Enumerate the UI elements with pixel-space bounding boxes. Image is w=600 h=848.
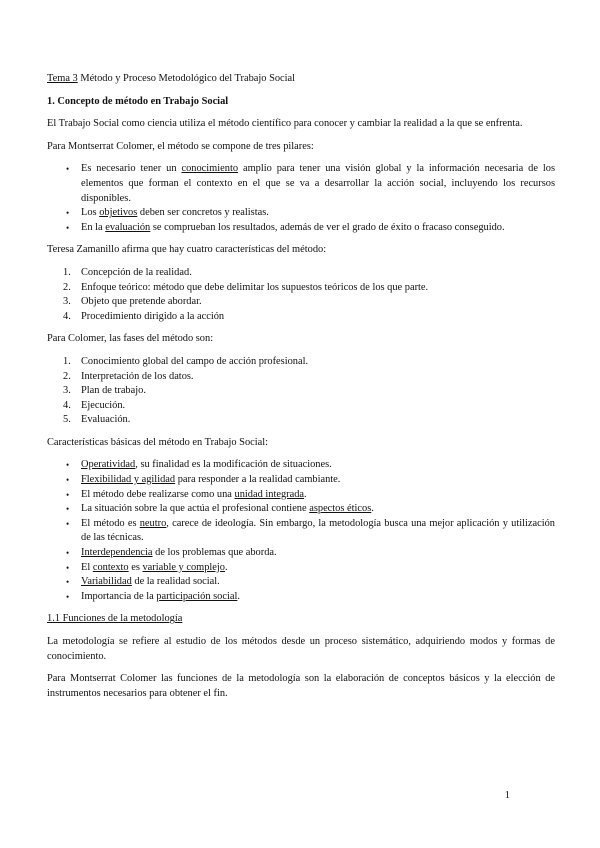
bullet-icon: • — [66, 591, 70, 602]
basic-text: El — [81, 561, 93, 573]
section-1-title: 1. Concepto de método en Trabajo Social — [47, 95, 229, 107]
basic-text: es — [128, 561, 143, 573]
basic-text: para responder a la realidad cambiante. — [175, 474, 341, 486]
phase-text: Interpretación de los datos. — [81, 370, 194, 382]
basic-text: de los problemas que aborda. — [152, 547, 277, 559]
section-1-intro: El Trabajo Social como ciencia utiliza el método científico para conocer y cambiar la realidad a la que se enfrenta. — [47, 118, 523, 130]
basic-characteristics-list — [47, 458, 555, 604]
phases-intro: Para Colomer, las fases del método son: — [47, 333, 214, 345]
characteristic-text: Procedimiento dirigido a la acción — [81, 310, 225, 322]
list-number: 5. — [63, 414, 71, 426]
characteristic-item — [47, 281, 555, 296]
basic-text: . — [225, 561, 228, 573]
bullet-icon: • — [66, 562, 70, 573]
phase-text: Evaluación. — [81, 414, 131, 426]
bullet-icon: • — [66, 548, 70, 559]
topic-label: Tema 3 — [47, 73, 78, 84]
basic-keyword: Flexibilidad y agilidad — [81, 474, 176, 486]
list-number: 3. — [63, 385, 71, 397]
pillar-item-1 — [47, 162, 555, 206]
basic-keyword: contexto — [92, 561, 129, 573]
pillar-keyword: conocimiento — [181, 163, 239, 175]
bullet-icon: • — [66, 208, 70, 219]
characteristic-text: Enfoque teórico: método que debe delimitar los supuestos teóricos de los que parte. — [81, 281, 429, 293]
pillar-item-3 — [47, 221, 555, 236]
pillar-text: deben ser concretos y realistas. — [137, 207, 269, 219]
bullet-icon: • — [66, 489, 70, 500]
basic-item — [47, 517, 555, 546]
list-number: 4. — [63, 310, 71, 322]
document-header — [47, 72, 555, 87]
basic-item — [47, 458, 555, 473]
basic-text: El método es — [81, 517, 140, 529]
basic-keyword: aspectos éticos — [309, 503, 372, 515]
bullet-icon: • — [66, 222, 70, 233]
phase-item — [47, 399, 555, 414]
phase-text: Conocimiento global del campo de acción profesional. — [81, 355, 309, 367]
list-number: 2. — [63, 370, 71, 382]
basic-text: El método debe realizarse como una — [81, 488, 235, 500]
pillars-list — [47, 162, 555, 235]
basic-keyword: Variabilidad — [81, 576, 132, 588]
basic-keyword: unidad integrada — [234, 488, 305, 500]
bullet-icon: • — [66, 475, 70, 486]
phase-item — [47, 384, 555, 399]
topic-title: Método y Proceso Metodológico del Trabajo Social — [77, 73, 296, 84]
colomer-intro: Para Montserrat Colomer, el método se compone de tres pilares: — [47, 140, 314, 152]
basic-item — [47, 575, 555, 590]
pillar-item-2 — [47, 206, 555, 221]
pillar-text: Los — [81, 207, 100, 219]
list-number: 1. — [63, 266, 71, 278]
basic-text: La situación sobre la que actúa el profesional contiene — [81, 503, 310, 515]
basic-keyword: Operatividad — [81, 459, 136, 471]
phases-list — [47, 355, 555, 428]
basic-characteristics-intro: Características básicas del método en Trabajo Social: — [47, 436, 269, 448]
pillar-keyword: objetivos — [99, 207, 138, 219]
basic-item — [47, 590, 555, 605]
list-number: 3. — [63, 296, 71, 308]
characteristics-list — [47, 266, 555, 324]
basic-text: , su finalidad es la modificación de situaciones. — [135, 459, 332, 471]
list-number: 4. — [63, 399, 71, 411]
phase-item — [47, 370, 555, 385]
pillar-text: Es necesario tener un — [81, 163, 182, 175]
basic-item — [47, 546, 555, 561]
phase-item — [47, 355, 555, 370]
bullet-icon: • — [66, 504, 70, 515]
basic-text: , carece de ideología. Sin embargo, la metodología busca una mejor aplicación y utilización de las técnicas. — [81, 517, 555, 544]
section-1-1-title: 1.1 Funciones de la metodología — [47, 613, 183, 625]
phase-text: Ejecución. — [81, 399, 126, 411]
pillar-text: se comprueban los resultados, además de ver el grado de éxito o fracaso conseguido. — [150, 221, 505, 233]
basic-text: . — [304, 488, 307, 500]
basic-text: Importancia de la — [81, 590, 157, 602]
pillar-keyword: evaluación — [105, 221, 151, 233]
basic-item — [47, 561, 555, 576]
characteristic-item — [47, 266, 555, 281]
basic-text: . — [237, 590, 240, 602]
bullet-icon: • — [66, 577, 70, 588]
characteristic-item — [47, 310, 555, 325]
phase-item — [47, 413, 555, 428]
section-1-1-paragraph-2: Para Montserrat Colomer las funciones de la metodología son la elaboración de conceptos básicos y la elección de instrumentos necesarios para obtener el fin. — [47, 673, 555, 699]
list-number: 1. — [63, 355, 71, 367]
page-number: 1 — [504, 790, 510, 801]
basic-text: de la realidad social. — [131, 576, 220, 588]
section-1-1-paragraph-1: La metodología se refiere al estudio de los métodos desde un proceso sistemático, adquiriendo modos y formas de conocimiento. — [47, 636, 555, 662]
pillar-text: En la — [81, 221, 106, 233]
basic-text: . — [371, 503, 374, 515]
bullet-icon: • — [66, 164, 70, 175]
bullet-icon: • — [66, 518, 70, 529]
basic-keyword: participación social — [156, 590, 238, 602]
bullet-icon: • — [66, 460, 70, 471]
characteristic-text: Objeto que pretende abordar. — [81, 296, 202, 308]
pillar-text: amplio para tener una visión global y la información necesaria de los elementos que forman el contexto en el que se va a desarrollar la acción social, incluyendo los recursos disponibles. — [81, 163, 556, 204]
list-number: 2. — [63, 281, 71, 293]
characteristic-item — [47, 295, 555, 310]
basic-item — [47, 502, 555, 517]
page-content — [47, 72, 555, 709]
characteristic-text: Concepción de la realidad. — [81, 266, 192, 278]
zamanillo-intro: Teresa Zamanillo afirma que hay cuatro características del método: — [47, 244, 327, 256]
phase-text: Plan de trabajo. — [81, 385, 146, 397]
basic-keyword: neutro — [139, 517, 167, 529]
basic-keyword: variable y complejo — [142, 561, 226, 573]
basic-keyword: Interdependencia — [81, 547, 153, 559]
basic-item — [47, 473, 555, 488]
basic-item — [47, 488, 555, 503]
